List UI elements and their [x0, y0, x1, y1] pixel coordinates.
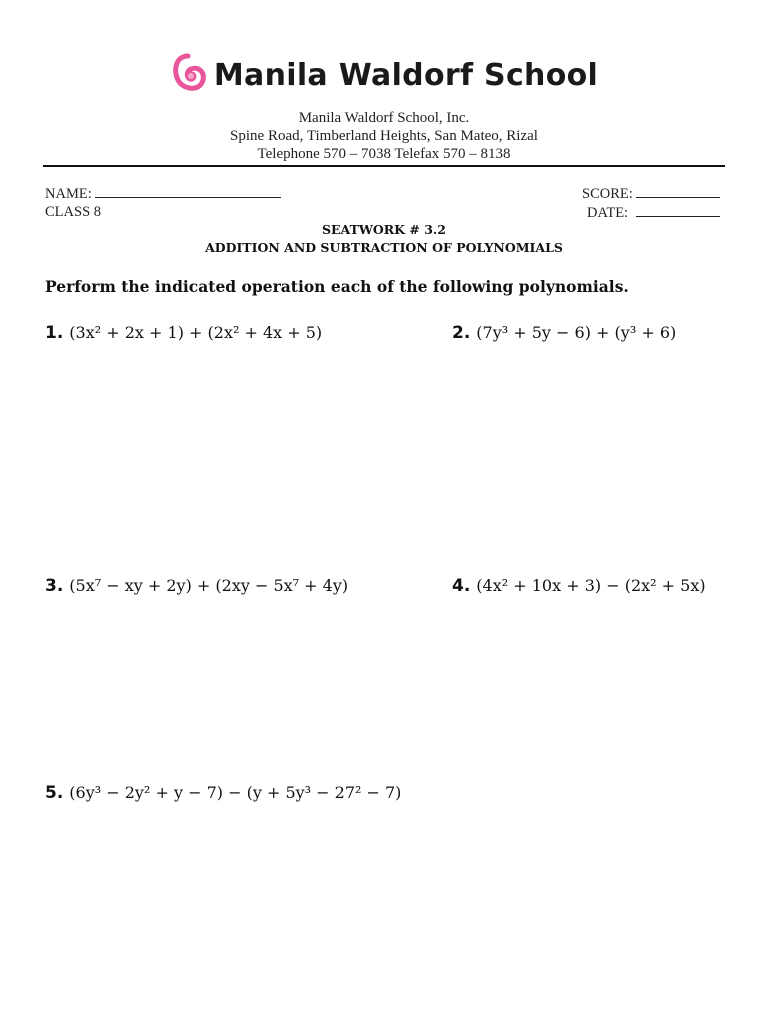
problem-4	[452, 576, 706, 596]
problem-expression: (4x² + 10x + 3) − (2x² + 5x)	[476, 576, 706, 595]
school-logo	[0, 50, 768, 100]
problem-2	[452, 323, 676, 343]
class-label: CLASS 8	[45, 204, 102, 220]
score-blank[interactable]	[636, 185, 720, 198]
instructions: Perform the indicated operation each of the following polynomials.	[45, 277, 629, 296]
problem-expression: (7y³ + 5y − 6) + (y³ + 6)	[476, 323, 677, 342]
date-field	[587, 204, 720, 222]
problem-number: 3.	[45, 576, 64, 596]
header-divider	[43, 165, 725, 167]
problem-expression: (3x² + 2x + 1) + (2x² + 4x + 5)	[69, 323, 323, 342]
problem-expression: (5x⁷ − xy + 2y) + (2xy − 5x⁷ + 4y)	[69, 576, 349, 595]
date-blank[interactable]	[636, 204, 720, 217]
address-line-3: Telephone 570 – 7038 Telefax 570 – 8138	[257, 146, 511, 162]
spiral-logo-icon	[170, 52, 206, 98]
problem-number: 4.	[452, 576, 471, 596]
score-field	[582, 185, 720, 203]
worksheet-subtitle: ADDITION AND SUBTRACTION OF POLYNOMIALS	[205, 240, 563, 255]
problem-1	[45, 323, 322, 343]
problem-expression: (6y³ − 2y² + y − 7) − (y + 5y³ − 27² − 7)	[69, 783, 402, 802]
date-label: DATE:	[587, 205, 629, 221]
problem-number: 1.	[45, 323, 64, 343]
score-label: SCORE:	[582, 186, 633, 202]
problem-3	[45, 576, 348, 596]
problem-number: 5.	[45, 783, 64, 803]
name-blank[interactable]	[95, 185, 281, 198]
address-line-2: Spine Road, Timberland Heights, San Mateo, Rizal	[230, 128, 538, 144]
school-name: Manila Waldorf School	[213, 57, 599, 93]
name-field	[45, 185, 281, 203]
problem-number: 2.	[452, 323, 471, 343]
worksheet-title: SEATWORK # 3.2	[322, 222, 446, 237]
name-label: NAME:	[45, 186, 92, 202]
address-line-1: Manila Waldorf School, Inc.	[298, 110, 470, 126]
problem-5	[45, 783, 401, 803]
